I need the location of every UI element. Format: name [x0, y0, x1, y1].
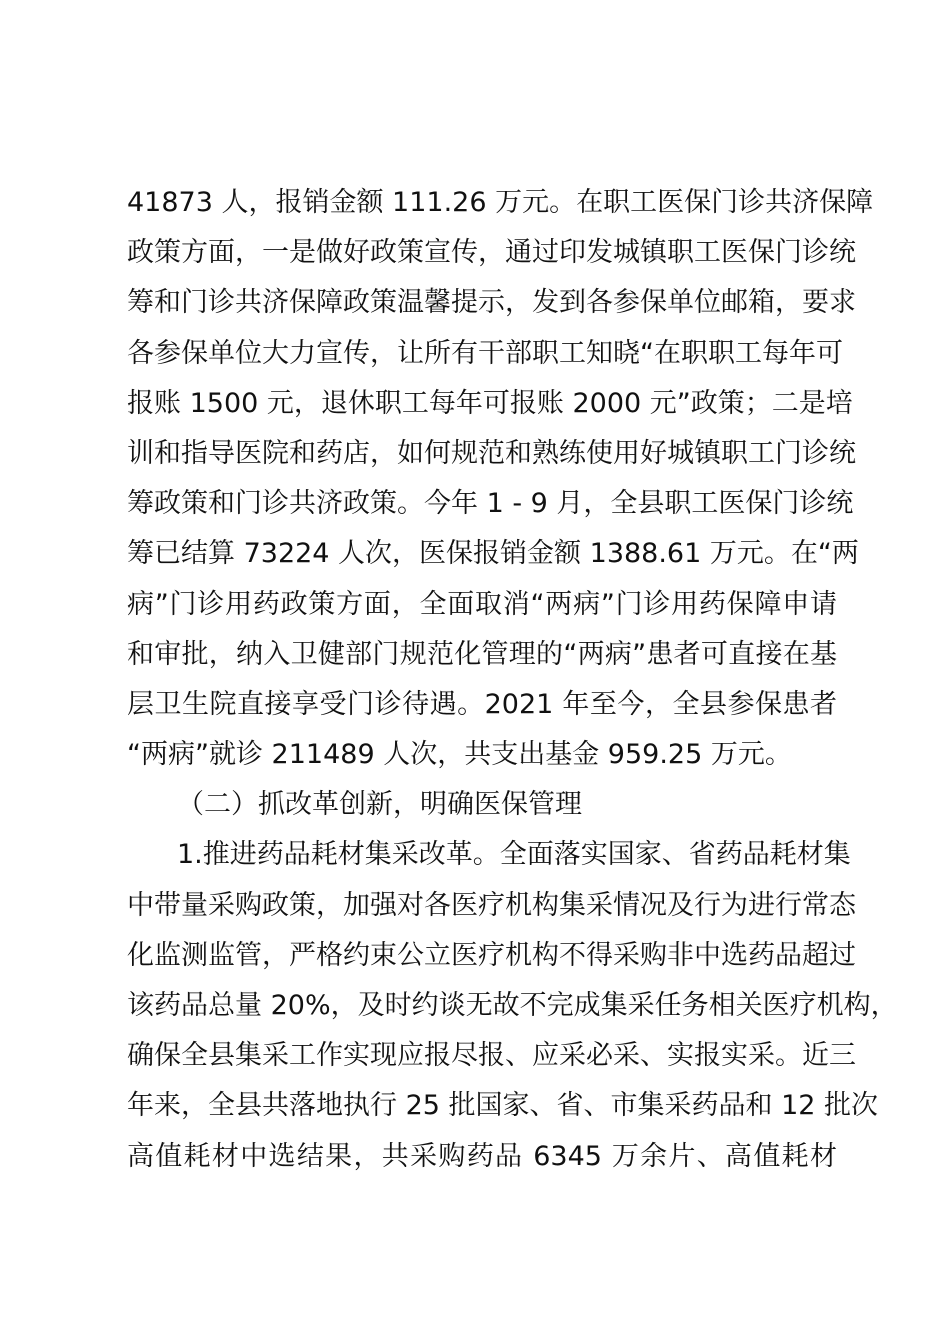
text-line: 和审批，纳入卫健部门规范化管理的“两病”患者可直接在基 [127, 638, 837, 670]
text-line: 确保全县集采工作实现应报尽报、应采必采、实报实采。近三 [127, 1040, 856, 1072]
text-line: 层卫生院直接享受门诊待遇。2021 年至今，全县参保患者 [127, 688, 837, 720]
text-line: 报账 1500 元，退休职工每年可报账 2000 元”政策；二是培 [127, 387, 853, 419]
text-line: 病”门诊用药政策方面，全面取消“两病”门诊用药保障申请 [127, 588, 837, 620]
document-body [127, 178, 898, 1182]
text-line: 高值耗材中选结果，共采购药品 6345 万余片、高值耗材 [127, 1140, 837, 1172]
section-heading: （二）抓改革创新，明确医保管理 [177, 789, 582, 821]
text-line: 化监测监管，严格约束公立医疗机构不得采购非中选药品超过 [127, 939, 856, 971]
text-line: 政策方面，一是做好政策宣传，通过印发城镇职工医保门诊统 [127, 237, 856, 269]
text-line: 训和指导医院和药店，如何规范和熟练使用好城镇职工门诊统 [127, 437, 856, 469]
text-line: 中带量采购政策，加强对各医疗机构集采情况及行为进行常态 [127, 889, 856, 921]
text-line: 该药品总量 20%，及时约谈无故不完成集采任务相关医疗机构， [127, 990, 898, 1021]
text-line: 筹已结算 73224 人次，医保报销金额 1388.61 万元。在“两 [127, 538, 859, 570]
text-line: 41873 人，报销金额 111.26 万元。在职工医保门诊共济保障 [127, 187, 874, 218]
text-line: “两病”就诊 211489 人次，共支出基金 959.25 万元。 [127, 739, 792, 771]
text-line: 各参保单位大力宣传，让所有干部职工知晓“在职职工每年可 [127, 337, 843, 369]
text-line: 年来，全县共落地执行 25 批国家、省、市集采药品和 12 批次 [127, 1090, 879, 1122]
text-line: 筹和门诊共济保障政策温馨提示，发到各参保单位邮箱，要求 [127, 287, 856, 319]
subsection-heading-line: 1.推进药品耗材集采改革。全面落实国家、省药品耗材集 [177, 839, 851, 871]
text-line: 筹政策和门诊共济政策。今年 1 - 9 月，全县职工医保门诊统 [127, 488, 854, 520]
